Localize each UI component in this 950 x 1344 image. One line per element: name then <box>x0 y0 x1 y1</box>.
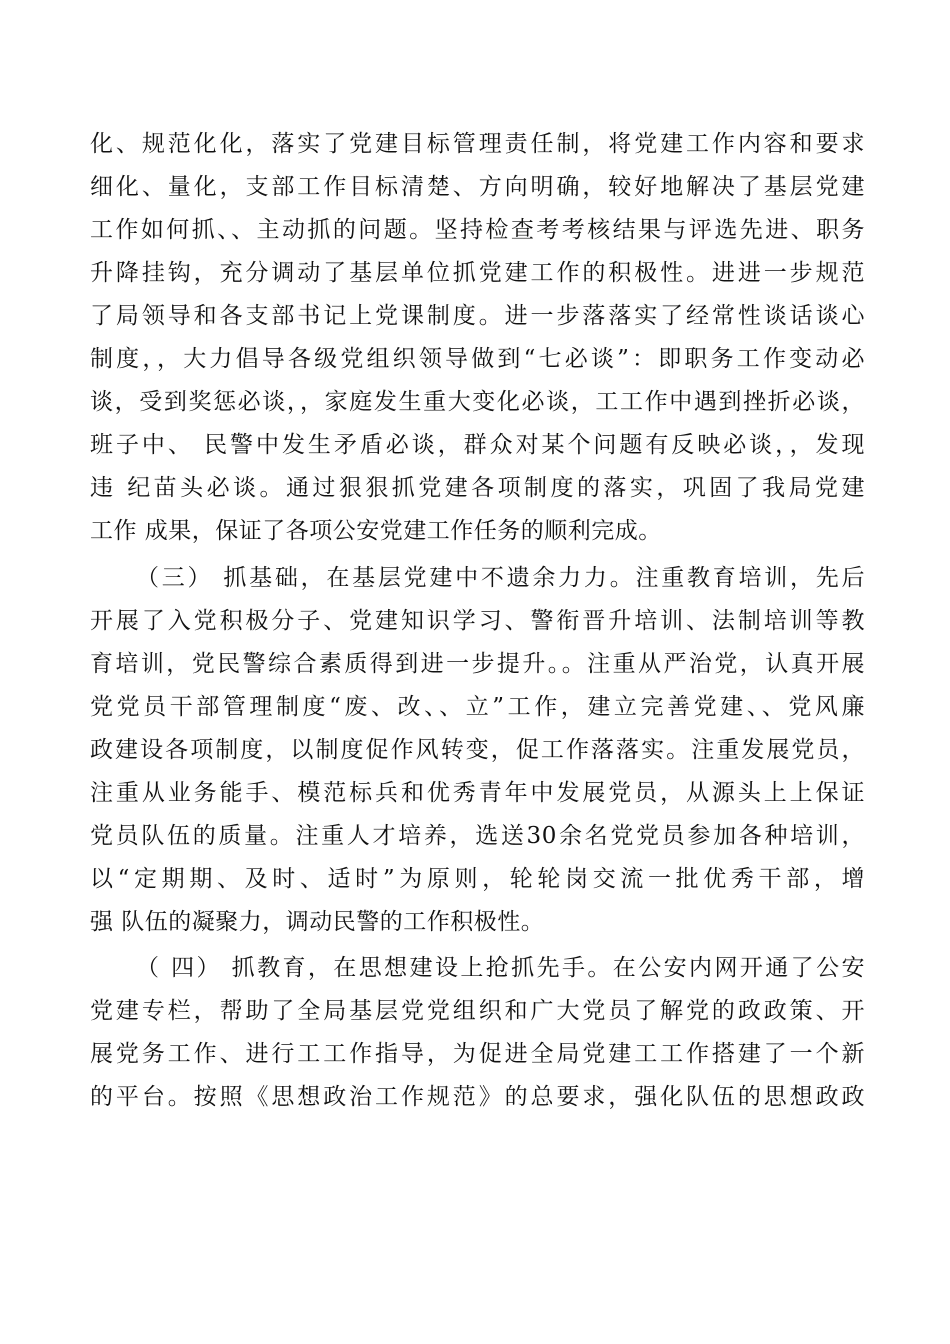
text-line: 党员队伍的质量。注重人才培养，选送30余名党党员参加各种培训， <box>90 823 865 849</box>
text-line: 开展了入党积极分子、党建知识学习、警衔晋升培训、法制培训等教 <box>90 608 865 634</box>
text-line: 谈，受到奖惩必谈，，家庭发生重大变化必谈，工工作中遇到挫折必谈， <box>90 389 865 415</box>
text-line: 党党员干部管理制度“废、改、、立”工作，建立完善党建、、党风廉 <box>90 694 865 720</box>
text-line: 细化、量化，支部工作目标清楚、方向明确，较好地解决了基层党建 <box>90 174 865 200</box>
paragraph-section-three-foundation <box>90 557 865 944</box>
text-line: 的平台。按照《思想政治工作规范》的总要求，强化队伍的思想政政 <box>90 1084 865 1110</box>
text-line: 育培训，党民警综合素质得到进一步提升。。注重从严治党，认真开展 <box>90 651 865 677</box>
text-line: 升降挂钩，充分调动了基层单位抓党建工作的积极性。进进一步规范 <box>90 260 865 286</box>
text-line: 了局领导和各支部书记上党课制度。进一步落落实了经常性谈话谈心 <box>90 303 865 329</box>
text-line: （三） 抓基础，在基层党建中不遗余力力。注重教育培训，先后 <box>136 565 865 591</box>
text-line: 班子中、 民警中发生矛盾必谈，群众对某个问题有反映必谈，，发现 <box>90 432 865 458</box>
paragraph-party-building-system <box>90 123 865 553</box>
text-line: 展党务工作、进行工工作指导，为促进全局党建工工作搭建了一个新 <box>90 1041 865 1067</box>
text-line: 注重从业务能手、模范标兵和优秀青年中发展党员，从源头上上保证 <box>90 780 865 806</box>
paragraph-section-four-education <box>90 947 865 1119</box>
text-line: 以“定期期、及时、适时”为原则，轮轮岗交流一批优秀干部，增 <box>90 866 865 892</box>
text-line: 强 队伍的凝聚力，调动民警的工作积极性。 <box>90 909 545 935</box>
text-line: 党建专栏，帮助了全局基层党党组织和广大党员了解党的政政策、开 <box>90 998 865 1024</box>
text-line: 化、规范化化，落实了党建目标管理责任制，将党建工作内容和要求 <box>90 131 865 157</box>
text-line: 政建设各项制度，以制度促作风转变，促工作落落实。注重发展党员， <box>90 737 865 763</box>
text-line: （ 四） 抓教育，在思想建设上抢抓先手。在公安内网开通了公安 <box>136 955 865 981</box>
text-line: 制度，，大力倡导各级党组织领导做到“七必谈”：即职务工作变动必 <box>90 346 865 372</box>
text-line: 工作如何抓、、主动抓的问题。坚持检查考考核结果与评选先进、职务 <box>90 217 865 243</box>
text-line: 工作 成果，保证了各项公安党建工作任务的顺利完成。 <box>90 518 662 544</box>
text-line: 违 纪苗头必谈。通过狠狠抓党建各项制度的落实，巩固了我局党建 <box>90 475 865 501</box>
